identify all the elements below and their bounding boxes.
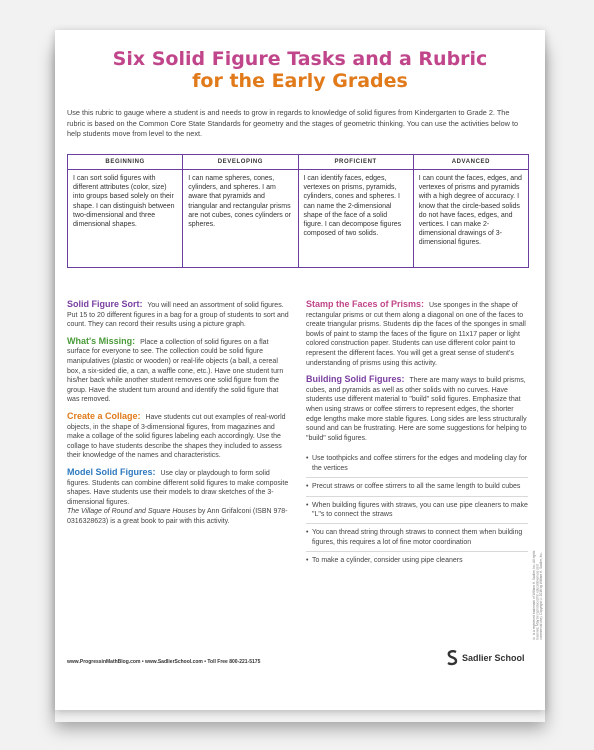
- task-solid-figure-sort: [67, 300, 289, 330]
- rubric-header: BEGINNING: [68, 155, 182, 170]
- book-note: by Ann Grifalconi (ISBN 978-0316328623) is a great book to pair with this activity.: [67, 508, 288, 525]
- task-body: Use clay or playdough to form solid figures. Students can combine different solid figures to make composite shapes. Have students use their models to draw sketches of the 3-dimensional figures.: [67, 469, 289, 506]
- rubric-header: DEVELOPING: [183, 155, 297, 170]
- footer-links: www.ProgressinMathBlog.com • www.SadlierSchool.com • Toll Free 800-221-5175: [67, 659, 261, 665]
- rubric-cell: I can sort solid figures with different attributes (color, size) into groups based solely on their shape. I can distinguish between two-dimensional and three dimensional shapes.: [73, 175, 175, 229]
- rubric-column-proficient: [299, 155, 414, 267]
- book-title: The Village of Round and Square Houses: [67, 508, 197, 516]
- task-body: Place a collection of solid figures on a flat surface for everyone to see. The collection could be solid figure manipulatives (plastic or wooden) or real-life objects (a ball, a cereal box, a six-sided die, a can, a waffle cone, etc.). Have one student turn his/her back while another student removes one solid figure from the group. Have the student turn around and identify the solid figure that was removed.: [67, 338, 284, 404]
- task-whats-missing: [67, 337, 289, 405]
- rubric-column-developing: [183, 155, 298, 267]
- task-create-collage: [67, 412, 289, 461]
- rubric-cell: I can count the faces, edges, and vertexes of prisms and pyramids with a high degree of accuracy. I know that the circle-based solids do not have faces, edges, and vertices. I can make 2-dimensional drawings of 3-dimensional figures.: [418, 175, 522, 247]
- task-body: Use sponges in the shape of rectangular prisms or cut them along a diagonal on one of the faces to create triangular prisms. Students dip the faces of the sponges in small bowls of paint to stamp the faces of the figure on 11x17 paper or light colored construction paper. Students can use different color paint to represent the different faces. You will get a great sense of student's understanding of prisms using this activity.: [306, 302, 526, 367]
- task-model-solid-figures: [67, 468, 289, 527]
- sadlier-s-icon: [447, 650, 458, 666]
- task-heading: Create a Collage:: [67, 410, 141, 421]
- title-line-1: Six Solid Figure Tasks and a Rubric: [112, 48, 488, 70]
- rubric-header: PROFICIENT: [299, 155, 413, 170]
- list-item: • You can thread string through straws to connect them when building figures, this requires a lot of fine motor coordination: [306, 524, 528, 552]
- task-body: There are many ways to build prisms, cubes, and pyramids as well as other solids with no curves. Have students use different material to "build" solid figures. Emphasize that when using straws or coffee stirrers to represent edges, the shorter edge lengths make more stable figures. Long sides are less structurally sound and can be frustrating. Here are some suggestions for helping to "build" solid figures.: [306, 377, 527, 442]
- rubric-header: ADVANCED: [414, 155, 528, 170]
- right-column: [306, 300, 528, 570]
- list-item: • Use toothpicks and coffee stirrers for the edges and modeling clay for the vertices: [306, 450, 528, 478]
- task-heading: Model Solid Figures:: [67, 466, 156, 477]
- rubric-table: [67, 154, 529, 268]
- building-suggestions-list: [306, 450, 528, 569]
- logo-text: Sadlier School: [462, 653, 525, 663]
- task-heading: Building Solid Figures:: [306, 374, 405, 385]
- title-line-2: for the Early Grades: [192, 70, 408, 92]
- list-item: • Precut straws or coffee stirrers to all the same length to build cubes: [306, 478, 528, 496]
- task-heading: Stamp the Faces of Prisms:: [306, 299, 425, 309]
- rubric-column-advanced: [414, 155, 528, 267]
- rubric-column-beginning: [68, 155, 183, 267]
- rubric-cell: I can identify faces, edges, vertexes on prisms, pyramids, cylinders, cones and spheres. I can name the 2-dimensional shape of the face of a solid figure. I can decompose figures composed of two solids.: [303, 175, 402, 238]
- intro-text: Use this rubric to gauge where a student is and needs to grow in regards to knowledge of solid figures from Kindergarten to Grade 2. The rubric is based on the Common Core State Standards for geometry and the stages of geometric thinking. You can use the activities below to help students move from level to the next.: [67, 108, 519, 139]
- task-building-solid-figures: [306, 375, 528, 443]
- task-heading: Solid Figure Sort:: [67, 299, 143, 309]
- list-item: • When building figures with straws, you can use pipe cleaners to make "L"s to connect the straws: [306, 497, 528, 525]
- document-page: [55, 30, 545, 710]
- rubric-cell: I can name spheres, cones, cylinders, and spheres. I am aware that pyramids and triangular and rectangular prisms are not cubes, cones cylinders or spheres.: [188, 175, 291, 229]
- task-stamp-faces: [306, 300, 528, 368]
- list-item: • To make a cylinder, consider using pipe cleaners: [306, 552, 528, 569]
- page-title: [55, 48, 545, 92]
- task-body: You will need an assortment of solid figures. Put 15 to 20 different figures in a bag for a group of students to sort and count. They can record their results using a picture graph.: [67, 302, 289, 329]
- left-column: [67, 300, 289, 533]
- task-body: Have students cut out examples of real-world objects, in the shape of 3-dimensional figures, from magazines and make a collage of the solid figures labeling each accordingly. Use the collage to have students describe the shapes they included to assess their knowledge of the names and characteristics.: [67, 413, 286, 460]
- copyright-note: ® is a registered trademark of William H. Sadlier, Inc. All rights reserved. May be reproduced for educational use (not commercial use). Copyright ©2016 by William H. Sadlier, Inc.: [532, 550, 543, 640]
- task-heading: What's Missing:: [67, 335, 136, 346]
- sadlier-logo: [447, 650, 525, 666]
